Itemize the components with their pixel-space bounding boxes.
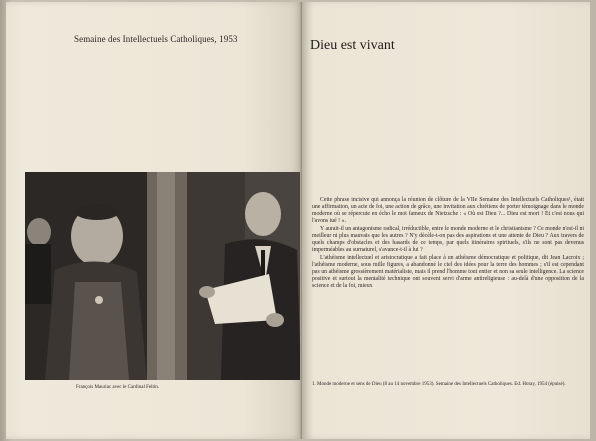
paragraph: L'athéisme intellectuel et aristocratique a fait place à un athéisme démocratique et politique, dit Jean Lacroix ; l'athéisme moderne, sous mille figures, a abandonné le ciel des idées pour la terre des hommes ; s'il est cependant pas un athéisme grossièrement matérialiste, mais il prend l'homme tout entier et non sa seule intelligence. La science positive et surtout la mentalité technique ont souvent servi d'arme antireligieuse : au-delà d'une opposition de la science et de la foi, mieux [312,255,584,290]
photo-caption: François Mauriac avec le Cardinal Feltin. [76,385,160,390]
running-head: Semaine des Intellectuels Catholiques, 1953 [74,34,238,44]
body-text [312,197,584,292]
paragraph: Cette phrase incisive qui annonça la réunion de clôture de la VIIe Semaine des Intellectuels Catholiques¹, était une affirmation, un acte de foi, une action de grâce, une invitation aux chrétiens de porter témoignage dans le monde moderne où se répercute en écho le mot fameux de Nietzsche : « Où est Dieu ?... Dieu est mort ! Et c'est nous qui l'avons tué ! ». [312,197,584,224]
chapter-title: Dieu est vivant [310,38,395,53]
photograph [25,172,301,380]
footnote: 1. Monde moderne et sens de Dieu (8 au 14 novembre 1953). Semaine des Intellectuels Catholiques. Ed. Horay, 1954 (épuisé). [312,382,566,387]
paragraph: Y aurait-il un antagonisme radical, irréductible, entre le monde moderne et le christianisme ? Ce monde n'est-il ni meilleur ni plus mauvais que les autres ? N'y décèle-t-on pas des aspirations et une attente de Dieu ? Aux travers de quels champs d'obstacles et des hasards de ce temps, par quels itinéraires spirituels, s'ils ne sont pas devenus imperméables au surnaturel, s'avance-t-il à lui ? [312,226,584,254]
photo-illustration [25,172,301,380]
left-page [6,2,302,439]
